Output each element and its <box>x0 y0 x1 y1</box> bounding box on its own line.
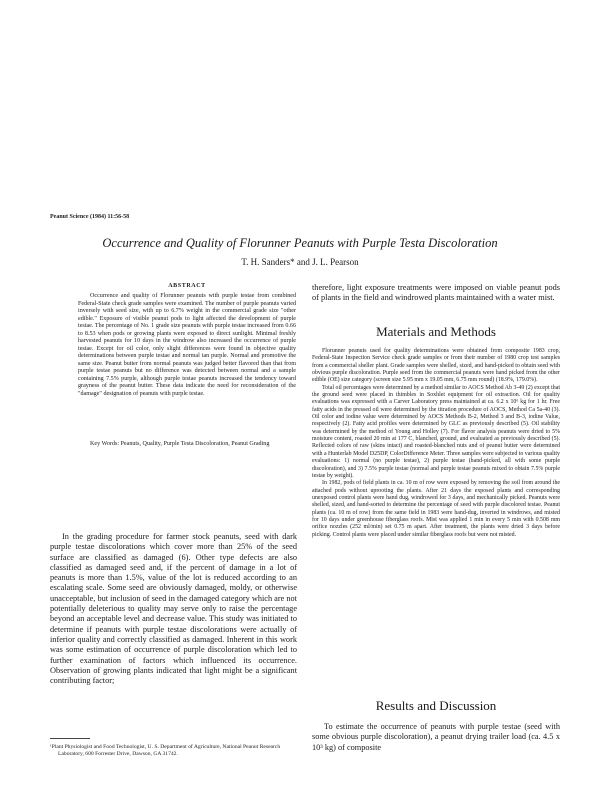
abstract-heading: ABSTRACT <box>168 283 206 289</box>
journal-reference: Peanut Science (1984) 11:56-58 <box>50 214 130 220</box>
materials-methods-heading: Materials and Methods <box>376 324 496 339</box>
methods-paragraph: In 1982, pods of field plants in ca. 10 m of row were exposed by removing the soil from around the attached pods without uprooting the plants. After 21 days the exposed plants and corresponding unexposed control plants were hand dug, windrowed for 3 days, and mechanically picked. Peanuts were shelled, sized, and hand-sorted to determine the percentage of seed with purple discolored testae. Peanut plants (ca. 10 m of row) from the same field in 1983 were hand-dug, inverted in windrows, and misted for 10 days under greenhouse fiberglass roofs. Mist was applied 1 min in every 5 min with 0.508 mm orifice nozzles (252 ml/min) set 0.75 m apart. After treatment, the plants were dried 3 days before picking. Control plants were placed under similar fiberglass roofs but were not misted. <box>312 480 560 538</box>
introduction-text: In the grading procedure for farmer stock peanuts, seed with dark purple testae discolorations which cover more than 25% of the seed surface are classified as damaged (6). Other type defects are also classified as damaged seed and, if the percent of damage in a lot of peanuts is more than 1.5%, value of the lot is reduced according to an escalating scale. Some seed are obviously damaged, moldy, or otherwise unacceptable, but inclusion of seed in the damaged category which are not potentially deleterious to quality may serve only to raise the percentage beyond an acceptable level and decrease value. This study was initiated to determine if peanuts with purple testae discolorations were actually of inferior quality and correctly classified as damaged. Inherent in this work was some estimation of occurrence of purple discoloration which led to further examination of factors which influenced its occurrence. Observation of growing plants indicated that light might be a significant contributing factor; <box>50 532 297 686</box>
methods-paragraph: Florunner peanuts used for quality determinations were obtained from composite 1983 crop, Federal-State Inspection Service check grade samples or from their number of 1980 crop test samples from a commercial sheller plant. Grade samples were shelled, sized, and hand-picked to obtain seed with obvious purple discoloration. Purple seed from the commercial peanuts were hand picked from the other edible (OE) size category (screen size 5.95 mm x 19.05 mm, 6.75 mm round) (18.9%, 179.0%). <box>312 348 560 384</box>
keywords: Key Words: Peanuts, Quality, Purple Testa Discoloration, Peanut Grading <box>90 441 270 447</box>
article-title: Occurrence and Quality of Florunner Peanuts with Purple Testa Discoloration <box>102 236 498 250</box>
results-discussion-text: To estimate the occurrence of peanuts with purple testae (seed with some obvious purple discoloration), a peanut drying trailer load (ca. 4.5 x 10³ kg) of composite <box>312 722 560 752</box>
footnote-rule <box>50 738 90 739</box>
author-affiliation-footnote: ¹Plant Physiologist and Food Technologist, U. S. Department of Agriculture, National Peanut Research Laboratory, 600 Forrester Drive, Dawson, GA 31742. <box>50 744 281 757</box>
abstract-text: Occurrence and quality of Florunner peanuts with purple testae from combined Federal-State check grade samples were examined. The number of purple peanuts varied inversely with seed size, with up to 6.7% weight in the commercial grade size "other edible." Exposure of visible peanut pods to light affected the development of purple testae. The percentage of No. 1 grade size peanuts with purple testae increased from 0.66 to 8.53 when pods or growing plants were exposed to direct sunlight. Minimal freshly harvested peanuts for 10 days in the windrow also increased the occurrence of purple testae. Except for oil color, only slight differences were found in objective quality determinations between purple testae and normal tan purple. Normal and promotive the same size. Peanut butter from normal peanuts was judged better flavored than that from purple testae peanuts but no difference was detected between normal and a sample containing 7.5% purple, although purple testae peanuts increased the tendency toward grayness of the peanut butter. These data indicate the need for reconsideration of the "damage" designation of peanuts with purple testae. <box>78 293 296 397</box>
results-discussion-heading: Results and Discussion <box>375 698 497 713</box>
materials-methods-body <box>312 348 560 539</box>
methods-paragraph: Total oil percentages were determined by a method similar to AOCS Method Ab 3-49 (2) except that the ground seed were placed in thimbles in Soxhlet equipment for oil extraction. Oil for quality evaluations was expressed with a Carver Laboratory press maintained at ca. 6.2 x 10⁶ kg for 1 hr. Free fatty acids in the pressed oil were determined by the titration procedure of AOCS, Method Ca 5a-40 (3). Oil color and iodine value were determined by AOCS Methods B-2, Method 3 and B-3, iodine Value, respectively (2). Fatty acid profiles were determined by GLC as previously described (5). Oil stability was determined by the method of Young and Holley (7). For flavor analysis peanuts were dried to 5% moisture content, roasted 20 min at 177 C, blanched, ground, and evaluated as previously described (5). Reflected colors of raw (skins intact) and roasted-blanched nuts and of peanut butter were determined with a Hunterlab Model D25DP, ColorDifference Meter. Three samples were subjected to various quality evaluations: 1) normal (no purple testae), 2) purple testae (hand-picked, all with some purple discoloration), and 3) 7.5% purple testae (normal and purple testae peanuts mixed to obtain 7.5% purple testae by weight). <box>312 384 560 479</box>
introduction-continued: therefore, light exposure treatments were imposed on viable peanut pods of plants in the field and windrowed plants maintained with a water mist. <box>312 283 560 303</box>
authors: T. H. Sanders* and J. L. Pearson <box>241 257 359 267</box>
